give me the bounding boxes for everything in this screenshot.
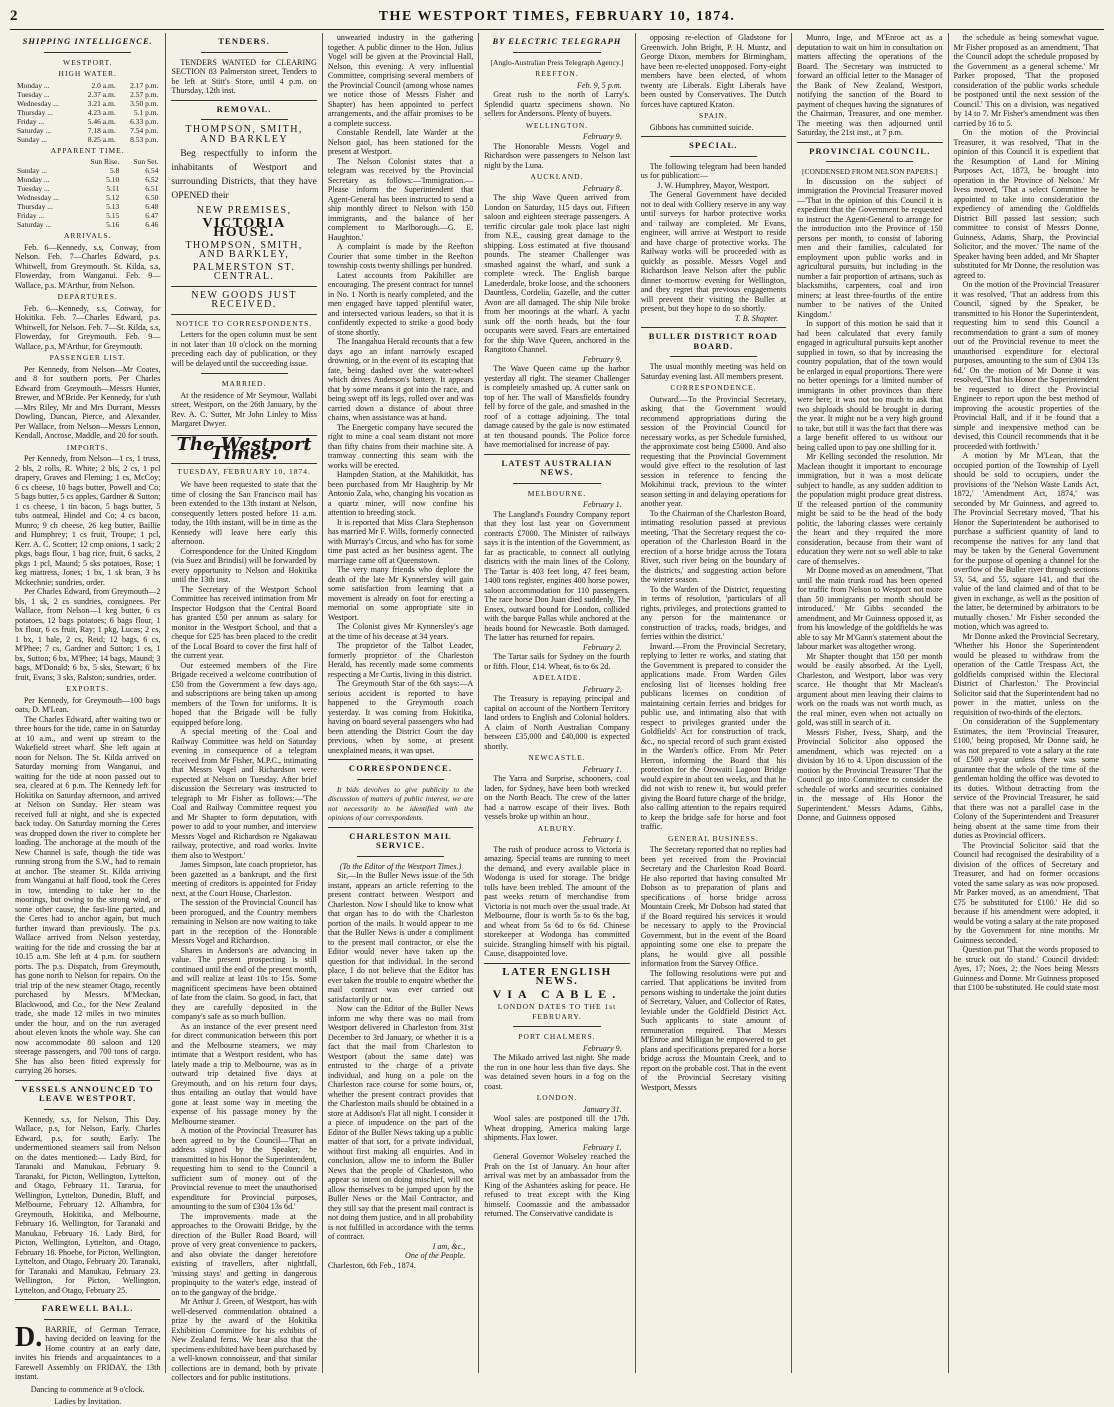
column-4 xyxy=(479,33,635,1373)
shipping-heading: SHIPPING INTELLIGENCE. xyxy=(22,36,153,46)
table-cell: Monday ... xyxy=(17,175,50,184)
council-continued-1: the schedule as being somewhat vague. Mr Fisher proposed as an amendment, 'That the Council adopt the schedule proposed by the Government as a general scheme.' Mr Parker proposed, 'That the proposed consideration of the public works schedule be postponed until the next session of the Council.' This on a division, was negatived by 14 to 7. Mr Fisher's amendment was then carried by 16 to 5. xyxy=(953,33,1099,128)
high-water-title: HIGH WATER. xyxy=(58,69,117,78)
removal-text: Beg respectfully to inform the inhabitants of Westport and surrounding Districts, that they have OPENED their xyxy=(171,149,317,201)
exports-text: Per Kennedy, for Greymouth—100 bags oats, D. M'Lean. xyxy=(15,695,161,714)
table-row xyxy=(15,220,160,229)
table-cell: 6.54 xyxy=(145,166,159,175)
road-board-1: Outward.—To the Provincial Secretary, asking that the Government would recommend appropriations during the session of the Provincial Council for necessary works, as per Schedule furnished, the approximate cost being £5000. And also requesting that the Provincial Government would give effect to the resolution of last session in reference to fencing the Mokihinui track, previous to the winter season setting in and delaying operations for another year. xyxy=(640,394,787,508)
news-3: The Nelson Colonist states that a telegram was received by the Provincial Secretary as follows:—'Immigration.—Please inform the Superintendent that Agent-General has been instructed to send a ship monthly direct to Nelson with 150 immigrants, and the balance of her complement to Marlborough.—G. E. Haughton.' xyxy=(327,156,474,242)
table-cell: 5.15 xyxy=(106,211,120,220)
farewell-title: FAREWELL BALL. xyxy=(41,1303,134,1313)
auckland-title: AUCKLAND. xyxy=(530,172,584,181)
table-cell: Thursday ... xyxy=(17,107,53,117)
melbourne-date: February 1. xyxy=(583,500,622,509)
council-continued-7: The Provincial Solicitor said that the Council had recognised the desirability of a division of the offices of Secretary and Treasurer, and had on former occasions voted the same salary as was now proposed. Mr Parker moved, as an amendment, 'That £75 be substituted for £100.' He did so because if his amendment were adopted, it would be voting a salary at the rate proposed by the Government for nine months. Mr Guinness seconded. xyxy=(953,840,1099,945)
passengers-text: Per Kennedy, from Nelson—Mr Coates, and 8 for southern ports. Per Charles Edward from Greymouth—Messrs Hunter, Brewer, and M'Bride. Per Kennedy, for s'uth—Mrs Riley, Mr and Mrs Durrant, Messrs Dowling, Duncan, Pierce, and Alexander. Per Wallace, from Nelson—Messrs Lennon, Kendall, Ancrose, Maddle, and 20 for south. xyxy=(15,364,161,440)
table-header-row xyxy=(15,157,160,166)
auckland-text-2: The Wave Queen came up the harbor yesterday all right. The steamer Challenger is completely smashed up. A cutter sank on top of her. The wall of Mansfields foundry fell by force of the gale, and smashed in the roof of a cottage adjoining. The total damage caused by the gale is now estimated at ten thousand pounds. The Police force have memorialised for increase of pay. xyxy=(484,364,630,449)
notice-text: Letters for the open column must be sent in not later than 10 o'clock on the morning preceding each day of publication, or they will be delayed until the succeeding issue. xyxy=(171,330,317,368)
table-row xyxy=(15,117,160,126)
arrivals-text: Feb. 6—Kennedy, s.s, Conway, from Nelson. Feb. 7—Charles Edward, p.s. Whitwell, from Greymouth. St. Kilda, s.s, Flowerday, from Wanganui. Feb. 9—Wallace, p.s. M'Arthur, from Nelson. xyxy=(15,242,161,290)
albury-title: ALBURY. xyxy=(537,823,577,833)
issue-dateline: TUESDAY, FEBRUARY 10, 1874. xyxy=(177,466,311,476)
table-cell: Friday ... xyxy=(17,211,45,220)
table-cell: Friday ... xyxy=(17,116,45,126)
news-12: The proprietor of the Talbot Leader, formerly proprietor of the Charleston Herald, has recently made some comments respecting a Mr Curtis, living in this district. xyxy=(327,641,474,679)
melbourne-text: The Langland's Foundry Company report that they lost last year on Government contracts £7000. The Minister of railways says it is the intention of the Government, as far as practicable, to connect all outlying districts with the main lines of the Colony. The Tartar is 403 feet long, 47 feet beam, 1400 tons register, engines 400 horse power, saloon accommodation for 110 passengers. The race horse Don Juan died suddenly. The Ensex, outward bound for London, collided with the barque Pallas while anchored at the heads bound for Newcastle. Both damaged. The latter has returned for repairs. xyxy=(484,509,630,642)
road-board-5: The Secretary reported that no replies had been yet received from the Provincial Secretary and the Charleston Road Board. He also reported that having consulted Mr Dobson as to preparation of plans and specifications of horse bridge across Mountain Creek, Mr Dobson had stated that if the Board required his services it would be necessary to apply to the Provincial Government, but in the event of the Board appointing some one else to prepare the plans, he would give all possible information from the Survey Office. xyxy=(640,845,787,968)
exports-title: EXPORTS. xyxy=(66,684,110,693)
london-text-2: General Governor Wolseley reached the Prah on the 1st of January. An hour after arrival was met by an ambassador from the King of the Ashantees asking for peace. He refused to treat except with the King himself. Coomassie and the ambassador returned. The Conservative candidate is xyxy=(484,1152,630,1218)
melbourne-date-2: February 2. xyxy=(583,642,622,652)
mail-service-letter-2: Now can the Editor of the Buller News inform me why there was no mail from Westport delivered in Charleston from 31st December to 3rd January, or whether it is a fact that the mail from Charleston to Westport (about the same date) was entrusted to the charge of a private individual, and hung on a pole on the Charleston race course for some hours, or, whether the present contract provides that the Charleston mails should be obtained in a store at Addison's Flat all night. I consider it a piece of impudence on the part of the Editor of the Buller News taking up a public matter of that sort, for a private individual, without first making all enquiries. And in conclusion, allow me to inform the Buller News that the people of Charleston, who appear so intent on doing mischief, will not allow themselves to be jumped upon by the Buller News or the Mail Contractor, and they still say that the present mail contract is not doing them justice, and in all probability is not fulfilled in accordance with the terms of contract. xyxy=(327,1004,474,1241)
table-cell: 2.0 a.m. xyxy=(91,80,116,90)
married-text: At the residence of Mr Seymour, Wallabi street, Westport, on the 26th January, by the Rev. A. C. Sutter, Mr John Linley to Miss Margaret Dwyer. xyxy=(171,390,317,428)
table-row xyxy=(15,90,160,99)
council-4: Mr Donne moved as an amendment, 'That until the main trunk road has been opened for traffic from Nelson to Westport not more than 50 immigrants per month should be introduced.' Mr Gibbs seconded the amendment, and Mr Guinness opposed it, as from his knowledge of the goldfields he was able to say Mr M'Gann's statement about the labour market was altogether wrong. xyxy=(797,566,943,651)
special-title: SPECIAL. xyxy=(689,140,738,150)
general-business-title: GENERAL BUSINESS. xyxy=(667,833,759,843)
table-cell: Wednesday ... xyxy=(17,98,59,108)
vessels-title: VESSELS ANNOUNCED TO LEAVE WESTPORT. xyxy=(21,1083,154,1103)
mail-service-addressee: (To the Editor of the Westport Times.) xyxy=(339,861,462,871)
departures-title: DEPARTURES. xyxy=(57,292,118,301)
council-continued-8: Question put 'That the words proposed to be struck out do stand.' Council divided: Ayes, 17; Noes, 2; the Noes being Messrs Guinness and Donne. Mr Guinness proposed that £100 be substituted. He could state most xyxy=(953,945,1099,992)
london-date: January 31. xyxy=(583,1104,622,1114)
telegraph-continued: opposing re-election of Gladstone for Greenwich. John Bright, P. H. Muntz, and George Dixon, members for Birmingham, have been re-elected unopposed. Forty-eight members have been elected, of whom twenty are Liberals. Eight Liberals have been ousted by Conservatives. The Dutch forces have captured Kraton. xyxy=(640,33,787,109)
council-continued-3: On the motion of the Provincial Treasurer it was resolved, 'That an address from this Council, signed by the Speaker, be transmitted to his Honor the Superintendent, requesting him to send this Council a recommendation to grant a sum of money out of the Provincial revenue to meet the unauthorised expenditure for electoral purposes, amounting to the sum of £304 13s 6d.' On the motion of Mr Donne it was resolved, 'That his Honor the Superintendent be requested to direct the Provincial Engineer to report upon the best method of improving the acoustic properties of the Provincial Hall, and if it be found that a simple and inexpensive method can be devised, this Council recommends that it be proceeded with forthwith.' xyxy=(953,280,1099,451)
vessels-text: Kennedy, s.s, for Nelson, This Day. Wallace, p.s, for Nelson, Early. Charles Edward, p.s, for south, Early. The undermentioned steamers sail from Nelson on the dates mentioned:— Lady Bird, for Taranaki and Manukau, February 9. Taranaki, for Picton, Wellington, Lyttelton, and Otago, February 11. Tararua, for Wellington, Lyttelton, Dunedin, Bluff, and Melbourne, February 12. Alhambra, for Greymouth, Hokitika, and Melbourne, February 16. Wellington, for Taranaki and Manukau, February 16. Lady Bird, for Picton, Wellington, Lyttelton, and Otago, February 18. Phoebe, for Picton, Wellington, Lyttelton, and Otago, February 20. Taranaki, for Taranaki and Manukau, February 23. Wellington, for Picton, Wellington, Lyttelton, and Otago, February 25. xyxy=(15,1114,161,1295)
apparent-time-table xyxy=(15,157,160,229)
london-dates: LONDON DATES TO THE 1st FEBRUARY. xyxy=(497,1002,617,1021)
council-continued-4: A motion by Mr M'Lean, that the occupied portion of the Township of Lyell should be sold to occupiers, under the provisions of the 'Nelson Waste Lands Act, 1872,' 'Amendment Act, 1874,' was seconded by Mr Guinness, and agreed to. The Provincial Secretary moved, 'That his Honor the Superintendent be authorised to purchase a sufficient quantity of land to recompense the natives for any land that may be taken by the General Government for the purpose of opening a channel for the overflow of the Buller river through sections 53, 54, and 55, square 141, and that the value of the land claimed and of that to be given in exchange, as well as the position of the latter, be determined by arbitrators to be mutually chosen.' Mr Fisher seconded the motion, which was agreed to. xyxy=(953,451,1099,631)
table-row xyxy=(15,99,160,108)
ladies-note: Ladies by Invitation. xyxy=(54,1397,122,1406)
table-cell: 7.54 p.m. xyxy=(130,125,159,135)
spain-title: SPAIN. xyxy=(698,111,728,120)
auckland-date-2: February 9. xyxy=(583,354,622,364)
table-cell: Monday ... xyxy=(17,80,50,90)
letter-signature: One of the People. xyxy=(405,1251,466,1260)
table-cell: 3.21 a.m. xyxy=(87,98,116,108)
via-cable: VIA CABLE. xyxy=(492,986,622,1001)
married-title: MARRIED. xyxy=(221,379,267,388)
high-water-table xyxy=(15,81,160,144)
apparent-time-title: APPARENT TIME. xyxy=(50,145,125,155)
victoria-house: VICTORIA HOUSE. xyxy=(202,215,286,240)
table-row xyxy=(15,193,160,202)
provincial-council-title: PROVINCIAL COUNCIL. xyxy=(809,145,931,156)
imports-text: Per Kennedy, from Nelson—1 cs, 1 truss, 2 bls, 2 rolls, R. White; 2 bls, 2 cs, 1 pcl drapery, Graves and Fleming; 1 cs, McCoy; 6 cs cheese, 10 bags butter, Powell and Co; 5 bags butter, 5 cs apples, Gardner & Sutton; 1 cs cheese, 1 tin bacon, 5 bags butter, 5 tubs oatmeal, Hindel and Co; 4 cs bacon, Munro; 9 ch cheese, 26 keg butter, Baillie and Humphrey; 1 cs fruit, Troupe; 1 pcl, Kerr. A. C. Scotter; 12 cmp onions, 1 sack; 2 pkgs, bags flour, 1 bag rice, fruit, 6 sacks, 2 pkgs 1 pcl, Maund; 5 sks potatoes, Rose; 1 keg mattress, Jones; 1 bx, 1 sk bran, 3 bs Mckechnie; sundries, order. xyxy=(15,454,161,587)
news-1: unwearied industry in the gathering together. A public dinner to the Hon. Julius Vogel will be given at the Provincial Hall, Nelson, this evening. A very influential Committee, comprising several members of the Provincial Council (among whose names we notice those of Messrs Fisher and Shapter) has been appointed to perfect arrangements, and the affair promises to be a complete success. xyxy=(327,33,474,128)
editorial-1: We have been requested to state that the time of closing the San Francisco mail has been extended to the 13th instant at Nelson, consequently letters posted before 11 a.m. today, the 10th instant, will be in time as the Kennedy will leave here early this afternoon. xyxy=(171,480,317,546)
table-cell: 5.10 xyxy=(106,175,120,184)
reefton-title: REEFTON. xyxy=(535,69,579,78)
farewell-text: BARRIE, of German Terrace, having decided on leaving for the Home country at an early date, invites his friends and acquaintances to a Farewell Assembly on FRIDAY, the 13th instant. xyxy=(15,1324,161,1381)
editorial-5: A special meeting of the Coal and Railway Committee was held on Saturday evening in consequence of a telegram received from Mr Fisher, M.P.C., intimating that Messrs Vogel and Richardson were expected at Nelson on Tuesday. After brief discussion the Secretary was instructed to telegraph to Mr Fisher as follows:—'The Coal and Railway Committee request you and Mr Shapter to form deputation, with power to add to your number, and interview Messrs Vogel and Richardson re Ngakawau railway, protective, and road works. Invite them also to Westport.' xyxy=(171,727,317,860)
auckland-text: The ship Wave Queen arrived from London on Saturday, 115 days out. Fifteen saloon and eighteen steerage passengers. A terrific circular gale took place last night from N.E., causing great damage to the shipping. Loss estimated at five thousand pounds. The steamer Challenger was smashed against the wharf, and sunk a complete wreck. The English barque Lanederdale, broke loose, and the schooners Dauntless, Cordelia, Gazelle, and the cutter Avon are all damaged. The ship Nile broke from her moorings at the wharf. A yacht sunk off the north heads, but the four occupants were saved. Fears are entertained for the ship Wave Queen, anchored in the Rangitoto Channel. xyxy=(484,193,630,354)
council-5: Mr Shapter thought that 150 per month would be easily absorbed. At the Lyell, Charleston, and Westport, labor was very scarce. He thought that Mr Maclean's argument about men leaving their claims to work on the roads was not worth much, as the real miner, even when not actually on gold, was still in search of it. xyxy=(797,651,943,727)
table-row xyxy=(15,211,160,220)
farewell-dropcap: D. xyxy=(15,1321,43,1353)
albury-date: February 1. xyxy=(583,835,622,844)
table-cell: 2.37 a.m. xyxy=(87,89,116,99)
road-board-correspondence: CORRESPONDENCE. xyxy=(670,383,757,392)
table-cell: Sunday ... xyxy=(17,166,47,175)
road-board-6: The following resolutions were put and carried. That applications be invited from persons wishing to undertake the joint duties of Secretary, Valuer, and Collector of Rates, leviable under the Goldfield District Act. Such applicants to state amount of remuneration required. That Messrs M'Enroe and Milligan be empowered to get plans and specifications prepared for a horse bridge across the Mountain Creek, and to report on the probable cost. That in the event of the Provincial Secretary visiting Westport, Messrs xyxy=(640,968,787,1092)
table-cell: 6.50 xyxy=(145,193,159,202)
correspondence-title: CORRESPONDENCE. xyxy=(348,763,453,773)
column-5 xyxy=(636,33,792,1373)
table-cell: 2.57 p.m. xyxy=(130,89,159,99)
later-english-title: LATER ENGLISH NEWS. xyxy=(502,965,612,987)
council-continued-2: On the motion of the Provincial Treasurer, it was resolved, 'That in the opinion of this Council it is expedient that the Resumption of Land for Mining Purposes Act, 1873, be brought into operation in the Province of Nelson.' Mr Ivess moved, 'That a select Committee be appointed to take into consideration the expediency of amending the Goldfields District Bill passed last session; such committee to consist of Messrs Donne, Guinness, Adams, Sharp, the Provincial Solicitor, and the mover.' The name of the Speaker having been added, and Mr Shapter substituted for Mr Donne, the resolution was agreed to. xyxy=(953,128,1099,280)
table-cell: 5.11 xyxy=(106,184,120,193)
column-1 xyxy=(10,33,166,1406)
editorial-10: A motion of the Provincial Treasurer has been agreed to by the Council—'That an address signed by the Speaker, be transmitted to his Honor the Superintendent, requesting him to send to the Council a sufficient sum of money out of the Provincial revenue to meet the unauthorised expenditure for Provincial purposes, amounting to the sum of £304 13s 6d.' xyxy=(171,1126,317,1211)
news-7: The Energetic company have secured the right to mine a coal seam distant not more than fifty chains from their machine site. A tramway connecting this seam with the works will be erected. xyxy=(327,422,474,470)
shipping-news: The Charles Edward, after waiting two or three hours for the tide, came in on Saturday at 10 a.m., and went up stream to the Wakefield street wharf. She left again at noon for Nelson. The St. Kilda arrived on Saturday morning from Wanganui, and waiting for the tide at noon passed out to sea, cleared at 6 p.m. The Kennedy left for Hokitika on Saturday afternoon, and arrived at Nelson on Sunday. Her steam was received full at night, and she is expected back today. On Saturday morning the Ceres was dropped down the river to complete her loading. The anchorage at the mouth of the New Channel is safe, though the tide was running strong from the S.W., had to remain at anchor. The steamer St. Kilda arriving from Wanganui at half flood, took the Ceres in tow, intending to take her to the moorings, but owing to the strong wind, or some other cause, the fast-line parted, and the Ceres had to anchor again, but much further inward than previously. The p.s. Wallace arrived from Nelson yesterday, waiting for the tide and crossing the bar at 10.15 a.m. She left at 4 p.m. for southern ports. The p.s. Dispatch, from Greymouth, has gone north to Nelson for repairs. On the trial trip of the new steamer Otago, recently purchased by Messrs. M'Meckan, Blackwood, and Co., for the New Zealand trade, she made 12 miles in two minutes under the hour, and on the run averaged about eleven knots the whole way. She can now accommodate 80 saloon and 120 steerage passengers, and 700 tons of cargo. She has also been fitted expressly for carrying 26 horses. xyxy=(15,714,161,1075)
council-6: Messrs Fisher, Ivess, Sharp, and the Provincial Solicitor also opposed the amendment, which was rejected on a division by 16 to 4. Upon discussion of the motion by the Provincial Treasurer 'That the Council go into Committee to consider the schedule of works and securities contained in the message of His Honor the Superintendent.' Messrs Adams, Gibbs, Donne, and Guinness opposed xyxy=(797,727,943,822)
australian-news-title: LATEST AUSTRALIAN NEWS. xyxy=(501,457,613,477)
masthead-title: THE WESTPORT TIMES, FEBRUARY 10, 1874. xyxy=(378,9,736,24)
table-cell: 8.25 a.m. xyxy=(87,134,116,144)
palmerston-street: PALMERSTON ST. CENTRAL. xyxy=(192,261,296,282)
table-cell: Tuesday ... xyxy=(17,184,50,193)
port-chalmers-text: The Mikado arrived last night. She made the run in one hour less than five days. She was detained seven hours in a fog on the coast. xyxy=(484,1053,630,1091)
removal-firm: THOMPSON, SMITH, AND BARKLEY xyxy=(185,124,303,145)
firm-name: THOMPSON, SMITH, AND BARKLEY, xyxy=(185,239,303,260)
table-cell: 5.13 xyxy=(106,202,120,211)
imports-text-2: Per Charles Edward, from Greymouth—2 bls, 1 sk, 2 cs sundries, consignees. Per Wallace, from Nelson—1 keg butter, 6 cs potatoes, 12 bags potatoes; 6 bags flour, 1 bx flour, 6 cs fruit, Ray; 1 pkg, Lucas; 2 cs, 1 bx, 1 bale, 2 cs, Reid; 12 bags, 6 cs, M'Phee; 7 cs, Gardner and Sutton; 1 cs, 1 bx, Sutton; 6 bx, M'Phee; 14 bags, Maund; 3 bags, M'Donald; 6 bx, 5 sks, Stewart; 6 bx fruit, Evans; 3 sks, Ralston; sundries, order. xyxy=(15,587,161,682)
table-header-cell: Sun Rise. xyxy=(90,157,120,166)
port-chalmers-title: PORT CHALMERS. xyxy=(518,1032,596,1041)
wellington-date: February 9. xyxy=(583,132,622,141)
table-row xyxy=(15,184,160,193)
editorial-8: Shares in Anderson's are advancing in value. The present prospecting is still continued until the end of the present month, and will realize at least 10s to 15s. Some magnificent specimens have been obtained of late from the claim. So good, in fact, that they are carefully deposited in the company's safe as so much bullion. xyxy=(171,945,317,1021)
table-cell: 5.12 xyxy=(106,193,120,202)
table-cell: 4.23 a.m. xyxy=(87,107,116,117)
council-continued-6: On consideration of the Supplementary Estimates, the item 'Provincial Treasurer, £100,' being proposed, Mr Donne said, he was not prepared to vote a salary at the rate of £500 a-year unless there was some guarantee that the whole of the time of the gentleman holding the office was devoted to its duties. Without detracting from the service of the Provincial Treasurer, he said that there was not a parallel case in the Colony of the Superintendent and Treasurer being absent at the same time from their duties as Provincial officers. xyxy=(953,717,1099,840)
news-8: Hampden Station, at the Mahikitkit, has been purchased from Mr Haughtrip by Mr Antonio Zala, who, changing his vocation as a quartz miner, will now confine his attention to breeding stock. xyxy=(327,470,474,517)
table-cell: 6.51 xyxy=(145,184,159,193)
letter-date: Charleston, 6th Feb., 1874. xyxy=(327,1260,416,1270)
passengers-title: PASSENGER LIST. xyxy=(49,353,126,362)
melbourne-text-2: The Tartar sails for Sydney on the fourth or fifth. Flour, £14. Wheat, 6s to 6s 2d. xyxy=(484,652,630,671)
reefton-text: Great rush to the north of Larry's. Splendid quartz specimens shown. No sellers for Andersons. Plenty of buyers. xyxy=(484,90,630,118)
table-cell: Saturday ... xyxy=(17,220,52,229)
council-3: Mr Kelling seconded the resolution. Mr Maclean thought it important to encourage immigration, but it was a most delicate subject to handle, as any sudden addition to the population might produce great distress. If the released portion of the community might be said to be the head of the body politic, the laboring classes were certainly the heart and they required the more consideration, because from their want of education they were not so well able to take care of themselves. xyxy=(797,452,943,566)
table-row xyxy=(15,175,160,184)
table-cell: 5.8 xyxy=(109,166,120,175)
editorial-7: The session of the Provincial Council has been prorogued, and the Country members remaining in Nelson are now waiting to take part in the reception of the Honorable Messrs Vogel and Richardson. xyxy=(171,898,317,945)
table-cell: 8.53 p.m. xyxy=(130,134,159,144)
editorial-3: The Secretary of the Westport School Committee has received intimation from Mr Inspector Hodgson that the Central Board has granted £50 per annum as salary for monitor in the Westport School, and that a cheque for £25 has been placed to the credit of the Local Board to cover the first half of the current year. xyxy=(171,584,317,660)
nameplate: The Westport Times. xyxy=(171,435,316,464)
news-2: Constable Rendell, late Warder at the Nelson gaol, has been stationed for the present at Westport. xyxy=(327,128,474,156)
table-cell: 6.46 xyxy=(145,220,159,229)
auckland-date: February 8. xyxy=(583,183,622,193)
table-cell: Wednesday ... xyxy=(17,193,59,202)
table-row xyxy=(15,108,160,117)
table-cell: 5.16 xyxy=(106,220,120,229)
tenders-title: TENDERS. xyxy=(218,36,271,46)
port-chalmers-date: February 9. xyxy=(583,1043,622,1053)
council-2: In support of this motion he said that it had been calculated that every family engaged in agricultural pursuits kept another supplied in town, so that by increasing the country population, that of the town would be enlarged in equal proportions. There were no better openings for a limited number of immigrants in other provinces than there were here; it was not too much to ask that two shiploads should be brought in during the year. It might not be a very high ground to take, but still it was the fact that there was a large benefit offered to us without our being called upon to pay one shilling for it. xyxy=(797,319,943,452)
table-cell: 6.48 xyxy=(145,202,159,211)
table-cell: 5.1 p.m. xyxy=(133,107,159,117)
column-3 xyxy=(323,33,479,1373)
table-row xyxy=(15,202,160,211)
news-10: The very many friends who deplore the death of the late Mr Kynnersley will gain some satisfaction from learning that a movement is already on foot for erecting a memorial on some appropriate site in Westport. xyxy=(327,565,474,622)
column-7 xyxy=(949,33,1104,1373)
table-row xyxy=(15,166,160,175)
table-cell: Thursday ... xyxy=(17,202,53,211)
special-intro: The following telegram had been handed us for publication:— xyxy=(640,161,787,180)
table-cell: 6.47 xyxy=(145,211,159,220)
london-date-2: February 1. xyxy=(583,1142,622,1152)
mail-service-title: CHARLESTON MAIL SERVICE. xyxy=(349,830,452,850)
newcastle-title: NEWCASTLE. xyxy=(528,753,586,762)
adelaide-text: The Treasury is repaying principal and capital on account of the Northern Territory land orders to English and Colonial holders. A claim of North Australian Company between £35,000 and £40,000 is expected shortly. xyxy=(484,694,630,751)
road-board-4: Inward.—From the Provincial Secretary, replying to letter re works, and stating that the Government is prepared to consider the applications made. From Warden Giles enclosing list of licenses holding free publicans licenses on condition of maintaining certain ferries and bridges for public use, and intimating also that with respect to privileges granted under the Goldfields' Act for construction of track, &c., no special record of such grant existed in the Warden's office. From Mr Peter Herron, informing the Board that his protection for the Orowaiti Lagoon Bridge would expire in about ten weeks, and that he did not wish to renew it, but would prefer giving the Board future charge of the bridge, also calling attention to the repairs required to keep the bridge safe for horse and foot traffic. xyxy=(640,641,787,831)
table-cell: 6.52 xyxy=(145,175,159,184)
table-cell: Sunday ... xyxy=(17,134,47,144)
albury-text: The rush of produce across to Victoria is amazing. Special teams are running to meet the demand, and every available place in Wodonga is used for storage. The bridge tolls have been trebled. The amount of the past weeks return of merchandise from Victoria is not much over the usual trade. At Melbourne, flour is worth 5s to 6s the bag, and wheat from 5s 6d to 6s 6d. Chinese storekeeper at Wodonga has committed suicide. Strangling himself with his pigtail. Cause, disappointed love. xyxy=(484,844,630,958)
dancing-note: Dancing to commence at 9 o'clock. xyxy=(30,1384,145,1394)
road-board-intro: The usual monthly meeting was held on Saturday evening last. All members present. xyxy=(640,362,787,381)
spain-text: Gibbons has committed suicide. xyxy=(649,122,754,132)
table-row xyxy=(15,126,160,135)
editorial-9: As an instance of the ever present need for direct communication between this port and the Melbourne steamers, we may intimate that a Westport resident, who has lately made a trip to Melbourne, was as in outward trip detained five days at Greymouth, and on his return four days, thus entailing an outlay that would have gone at least some way in meeting the expense of his passage money by the Melbourne steamer. xyxy=(171,1021,317,1126)
table-header-cell xyxy=(15,157,77,166)
news-6: The Inangahua Herald recounts that a few days ago an infant narrowly escaped drowning, or in the event of its escaping that fate, being dashed over the water-wheel which drives Anderson's battery. It appears that by some means it got into the race, and being swept off its legs, rolled over and was carried down a distance of about three chains, when assistance was at hand. xyxy=(327,337,474,422)
page-number: 2 xyxy=(10,8,18,24)
editorial-2: Correspondence for the United Kingdom (via Suez and Brindisi) will be forwarded by every opportunity to Nelson and Hokitika until the 13th inst. xyxy=(171,546,317,584)
mail-service-letter: Sir,—In the Buller News issue of the 5th instant, appears an article referring to the present contract between Westport and Charleston. Now I should like to know what that organ has to do with the Charleston portion of the mails. It would appear to me that the Buller News is under a compliment to the present mail contractor, or else the Editor would never have taken up the question for that individual. In the second place, I do not believe that the Editor has ever taken the trouble to enquire whether the mail contract was ever carried out satisfactorily or not. xyxy=(327,871,474,1004)
provincial-council-source: [CONDENSED FROM NELSON PAPERS.] xyxy=(802,167,938,176)
road-board-2: To the Chairman of the Charleston Board, intimating resolution passed at previous meeting, 'That the Secretary request the co-operation of the Charleston Board in the erection of a horse bridge across the Totara River, such river being on the boundary of the districts,' and suggesting action before the winter season. xyxy=(640,508,787,584)
telegraph-title: BY ELECTRIC TELEGRAPH xyxy=(492,36,622,46)
special-addressee: J. W. Humphrey, Mayor, Westport. xyxy=(657,180,770,190)
tenders-text: TENDERS WANTED for CLEARING SECTION 83 Palmerston street, Tenders to be left at Stitt's Store, until 4 p.m. on Thursday, 12th inst. xyxy=(171,57,317,95)
adelaide-title: ADELAIDE. xyxy=(532,673,582,682)
road-board-continued: Munro, Inge, and M'Enroe act as a deputation to wait on him in consultation on matters affecting the operations of the Board. The Secretary was instructed to forward an official letter to the Manager of the Bank of New Zealand, Westport, notifying the sanction of the Board to payment of cheques having the signatures of the Chairman, Treasurer, and one member. The meeting was then adjourned until Saturday, the 21st inst., at 7 p.m. xyxy=(797,33,943,137)
table-cell: 5.46 a.m. xyxy=(87,116,116,126)
removal-title: REMOVAL. xyxy=(216,103,272,114)
news-4: A complaint is made by the Reefton Courier that some timber in the Reefton township costs twenty shillings per hundred. xyxy=(327,242,474,270)
news-11: The Colonist gives Mr Kynnersley's age at the time of his decease at 34 years. xyxy=(327,622,474,641)
london-text: Wool sales are postponed till the 17th. Wheat dropping. America making large shipments. Flax lower. xyxy=(484,1114,630,1142)
table-row xyxy=(15,135,160,144)
reefton-date: Feb. 9, 5 p.m. xyxy=(576,80,622,90)
new-goods: NEW GOODS JUST RECEIVED. xyxy=(191,289,298,310)
table-row xyxy=(15,81,160,90)
column-2 xyxy=(166,33,322,1382)
departures-text: Feb. 6—Kennedy, s.s, Conway, for Hokitika. Feb. 7—Charles Edward, p.s. Whitwell, for Nelson. Feb. 7—St. Kilda, s.s, Flowerday, for Greymouth. Feb. 9—Wallace, p.s, M'Arthur, for Greymouth. xyxy=(15,303,161,351)
port-name: WESTPORT. xyxy=(62,57,113,67)
imports-title: IMPORTS. xyxy=(66,442,109,452)
road-board-title: BULLER DISTRICT ROAD BOARD. xyxy=(648,331,778,351)
special-body: The General Government have decided not to deal with Colliery reserve in any way until surveys for harbor protective works and railway are completed. Mr Evans, engineer, will arrive at Westport to reside and have charge of protective works. The Railway works will be proceeded with as quickly as possible. Messrs Vogel and Richardson leave Nelson after the public dinner to-morrow evening for Wellington, and they regret that previous engagements will prevent their visiting the Buller at present, but they hope to do so shortly. xyxy=(640,190,787,313)
correspondence-note: It bids devolves to give publicity to the discussion of matters of public interest, we are not necessarily to be identified with the opinions of our correspondents. xyxy=(327,784,474,822)
news-9: It is reported that Miss Clara Stephenson has married Mr F. Wills, formerly connected with Murray's Circus, and who has for some time past acted as her business agent. The marriage came off at Queenstown. xyxy=(327,517,474,565)
council-continued-5: Mr Donne asked the Provincial Secretary, 'Whether his Honor the Superintendent would be pleased to withdraw from the operation of the Cattle Trespass Act, the goldfields comprised within the Electoral District of Charleston.' The Provincial Solicitor said that the Superintendent had no power in the matter, unless on the requisition of two-thirds of the electors. xyxy=(953,631,1099,717)
page-masthead xyxy=(10,8,1104,30)
newcastle-text: The Yarra and Surprise, schooners, coal laden, for Sydney, have been both wrecked on the North Beach. The crew of the latter had a narrow escape of their lives. Both vessels broke up within an hour. xyxy=(484,774,630,821)
melbourne-title: MELBOURNE. xyxy=(527,488,587,498)
arrivals-title: ARRIVALS. xyxy=(64,231,112,240)
council-1: In discussion on the subject of immigration the Provincial Treasurer moved—'That in the opinion of this Council it is expedient that the Government be requested to instruct the Agent-General to arrange for the introduction into the Province of 150 persons per month, to consist of laboring men and their families, calculated for employment upon public works and in agricultural pursuits, but including in the number a fair proportion of artisans, such as blacksmiths, carpenters, coal and iron miners; at least three-fourths of the entire number to be natives of the United Kingdom.' xyxy=(797,176,943,319)
new-premises: NEW PREMISES, xyxy=(196,205,292,216)
table-cell: 6.33 p.m. xyxy=(130,116,159,126)
table-cell: 7.18 a.m. xyxy=(87,125,116,135)
table-header-cell: Sun Set. xyxy=(133,157,159,166)
table-cell: Tuesday ... xyxy=(17,89,50,99)
london-title: LONDON. xyxy=(536,1093,578,1102)
wellington-title: WELLINGTON. xyxy=(525,120,589,130)
special-signature: T. B. Shapter. xyxy=(734,313,779,323)
telegraph-agency: [Anglo-Australian Press Telegraph Agency.] xyxy=(490,57,624,67)
table-cell: 2.17 p.m. xyxy=(130,80,159,90)
editorial-11: The improvements made at the approaches to the Orowaiti Bridge, by the direction of the Buller Road Board, will prove of very great convenience to packers, and also obviate the danger heretofore existing of travellers, after nightfall, 'missing stays' and getting in dangerous propinquity to the water's edge, instead of on to the gangway of the bridge. xyxy=(171,1211,317,1297)
news-5: Latest accounts from Pakihiller are encouraging. The present contract for tunnel in No. 1 North is nearly completed, and the men engaged have tapped plentiful water, and intersected various leaders, so that it is confidently expected to strike a good body of stone shortly. xyxy=(327,270,474,337)
editorial-12: Mr Arthur J. Green, of Westport, has with well-deserved commendation obtained a prize by the award of the Hokitika Exhibition Committee for his exhibits of New Zealand ferns. We hear also that the specimens exhibited have been purchased by a well-known connoisseur, and that similar collections are in demand, both by private collectors and for public institutions. xyxy=(171,1297,317,1382)
editorial-4: Our esteemed members of the Fire Brigade received a welcome contribution of £50 from the Government a few days ago, and subscriptions are being taken up among members of the Town for uniforms. It is hoped that the Brigade will be fully equipped before long. xyxy=(171,660,317,727)
wellington-text: The Honorable Messrs Vogel and Richardson were passengers to Nelson last night by the Luna. xyxy=(484,141,630,170)
column-6 xyxy=(792,33,948,1373)
newcastle-date: February 1. xyxy=(583,764,622,774)
news-13: The Greymouth Star of the 6th says:—A serious accident is reported to have happened to the Greymouth coach yesterday. It was coming from Hokitika, having on board several passengers who had been attending the District Court the day previous, when by some, at present unexplained means, it was upset. xyxy=(327,679,474,755)
adelaide-date: February 2. xyxy=(583,684,622,694)
notice-title: NOTICE TO CORRESPONDENTS. xyxy=(176,318,313,328)
editorial-6: James Simpson, late coach proprietor, has been gazetted as a bankrupt, and the first meeting of creditors is appointed for Friday next, at the Court House, Charleston. xyxy=(171,860,317,898)
letter-closing: I am, &c., xyxy=(432,1241,466,1251)
table-cell: Saturday ... xyxy=(17,125,52,135)
road-board-3: To the Warden of the District, requesting in terms of resolution, 'particulars of all rights, privileges, and protections granted to any person for the maintenance or construction of tracks, roads, bridges, and ferries within the district.' xyxy=(640,584,787,641)
table-cell: 3.50 p.m. xyxy=(130,98,159,108)
